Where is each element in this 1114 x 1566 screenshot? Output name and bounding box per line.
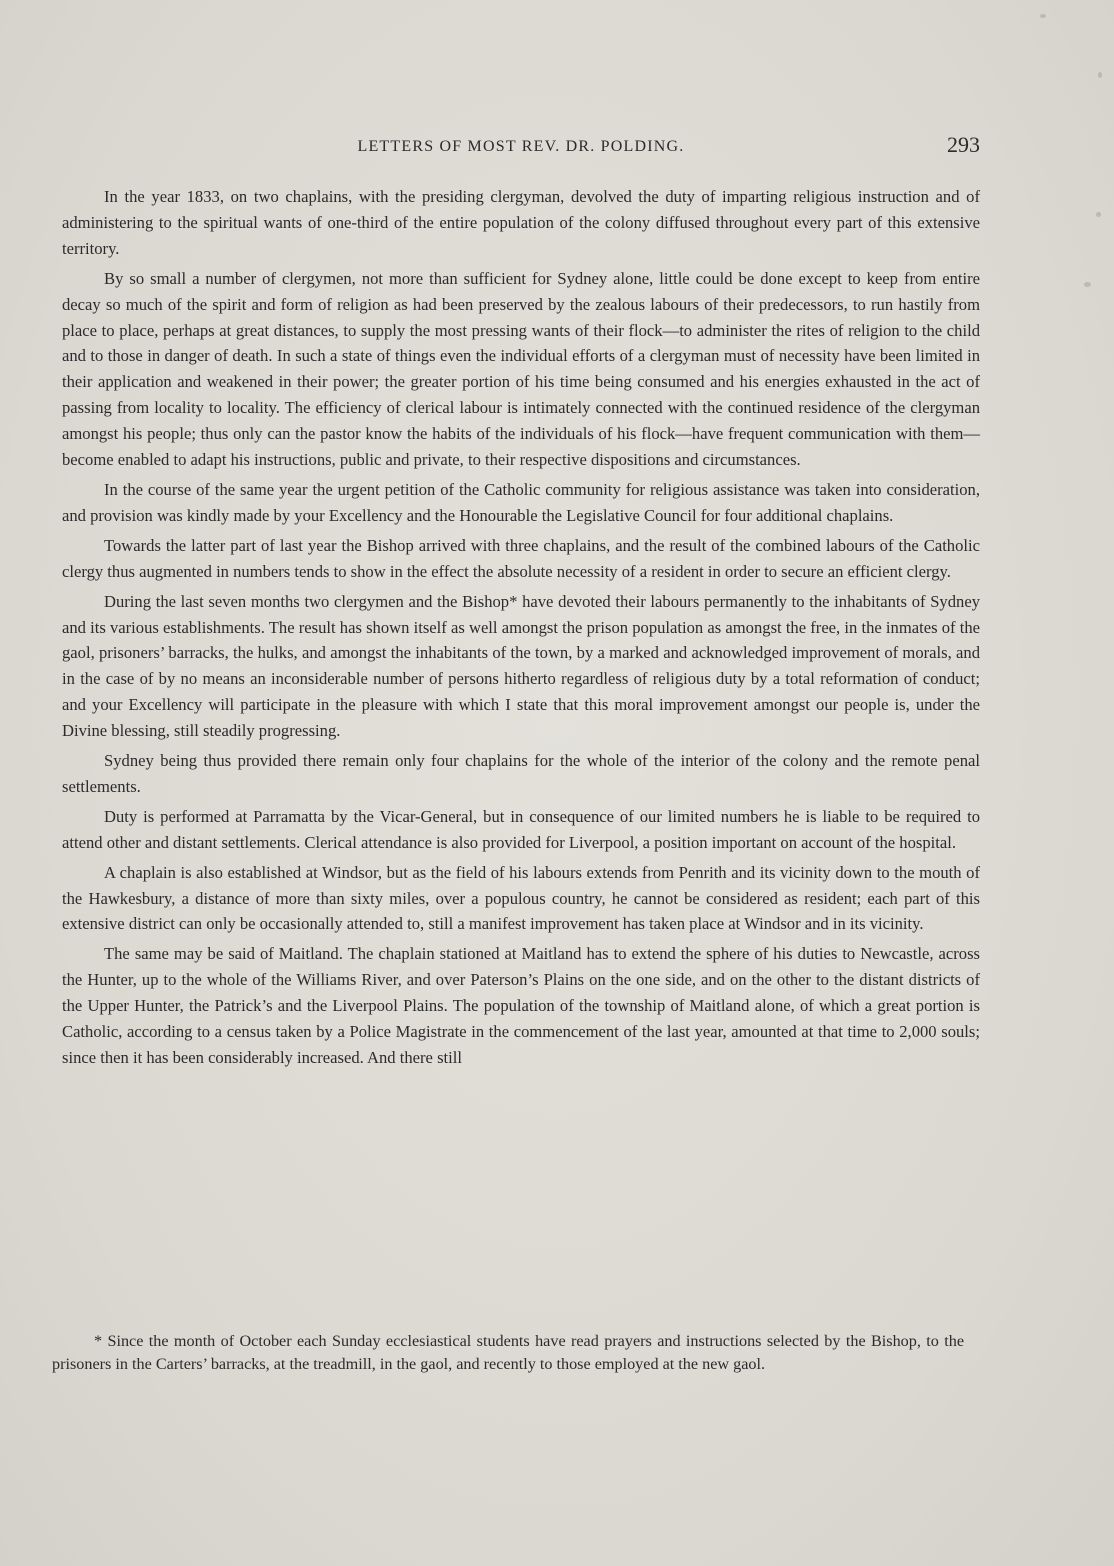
paper-speck	[1096, 212, 1101, 217]
paragraph: By so small a number of clergymen, not more than sufficient for Sydney alone, little could be done except to keep from entire decay so much of the spirit and form of religion as had been preserved by the zealous labours of their predecessors, to run hastily from place to place, perhaps at great distances, to supply the most pressing wants of their flock—to administer the rites of religion to the child and to those in danger of death. In such a state of things even the individual efforts of a clergyman must of necessity have been limited in their application and weakened in their power; the greater portion of his time being consumed and his energies exhausted in the act of passing from locality to locality. The efficiency of clerical labour is intimately connected with the continued residence of the clergyman amongst his people; thus only can the pastor know the habits of the individuals of his flock—have frequent communication with them—become enabled to adapt his instructions, public and private, to their respective dispositions and circumstances.	[62, 268, 980, 470]
paper-speck	[1084, 282, 1091, 287]
running-title: LETTERS OF MOST REV. DR. POLDING.	[357, 138, 685, 155]
paragraph: Duty is performed at Parramatta by the Vicar-General, but in consequence of our limited numbers he is liable to be required to attend other and distant settlements. Clerical attendance is also provided for Liverpool, a position important on account of the hospital.	[62, 806, 980, 852]
paper-speck	[1098, 72, 1102, 78]
paper-speck	[1040, 14, 1046, 18]
page-header	[62, 132, 980, 168]
footnote	[52, 1330, 964, 1375]
paragraph: In the year 1833, on two chaplains, with the presiding clergyman, devolved the duty of imparting religious instruction and of administering to the spiritual wants of one-third of the entire population of the colony diffused throughout every part of this extensive territory.	[62, 187, 980, 258]
paragraph: Sydney being thus provided there remain only four chaplains for the whole of the interior of the colony and the remote penal settlements.	[62, 751, 980, 796]
body-text	[62, 184, 980, 1075]
paragraph: Towards the latter part of last year the Bishop arrived with three chaplains, and the result of the combined labours of the Catholic clergy thus augmented in numbers tends to show in the effect the absolute necessity of a resident in order to secure an efficient clergy.	[62, 535, 980, 581]
paragraph: The same may be said of Maitland. The chaplain stationed at Maitland has to extend the sphere of his duties to Newcastle, across the Hunter, up to the whole of the Williams River, and over Paterson’s Plains on the one side, and on the other to the distant districts of the Upper Hunter, the Patrick’s and the Liverpool Plains. The population of the township of Maitland alone, of which a great portion is Catholic, according to a census taken by a Police Magistrate in the commencement of the last year, amounted at that time to 2,000 souls; since then it has been considerably increased. And there still	[62, 944, 980, 1067]
footnote-text: * Since the month of October each Sunday ecclesiastical students have read prayers and instructions selected by the Bishop, to the prisoners in the Carters’ barracks, at the treadmill, in the gaol, and recently to those employed at the new gaol.	[52, 1332, 964, 1373]
paragraph: In the course of the same year the urgent petition of the Catholic community for religious assistance was taken into consideration, and provision was kindly made by your Excellency and the Honourable the Legislative Council for four additional chaplains.	[62, 479, 980, 525]
page-number: 293	[947, 132, 980, 157]
paragraph: During the last seven months two clergymen and the Bishop* have devoted their labours permanently to the inhabitants of Sydney and its various establishments. The result has shown itself as well amongst the prison population as amongst the free, in the inmates of the gaol, prisoners’ barracks, the hulks, and amongst the inhabitants of the town, by a marked and acknowledged improvement of morals, and in the case of by no means an inconsiderable number of persons hitherto regardless of religious duty by a total reformation of conduct; and your Excellency will participate in the pleasure with which I state that this moral improvement amongst our people is, under the Divine blessing, still steadily progressing.	[62, 591, 980, 741]
paragraph: A chaplain is also established at Windsor, but as the field of his labours extends from Penrith and its vicinity down to the mouth of the Hawkesbury, a distance of more than sixty miles, over a populous country, he cannot be considered as resident; each part of this extensive district can only be occasionally attended to, still a manifest improvement has taken place at Windsor and in its vicinity.	[62, 862, 980, 934]
